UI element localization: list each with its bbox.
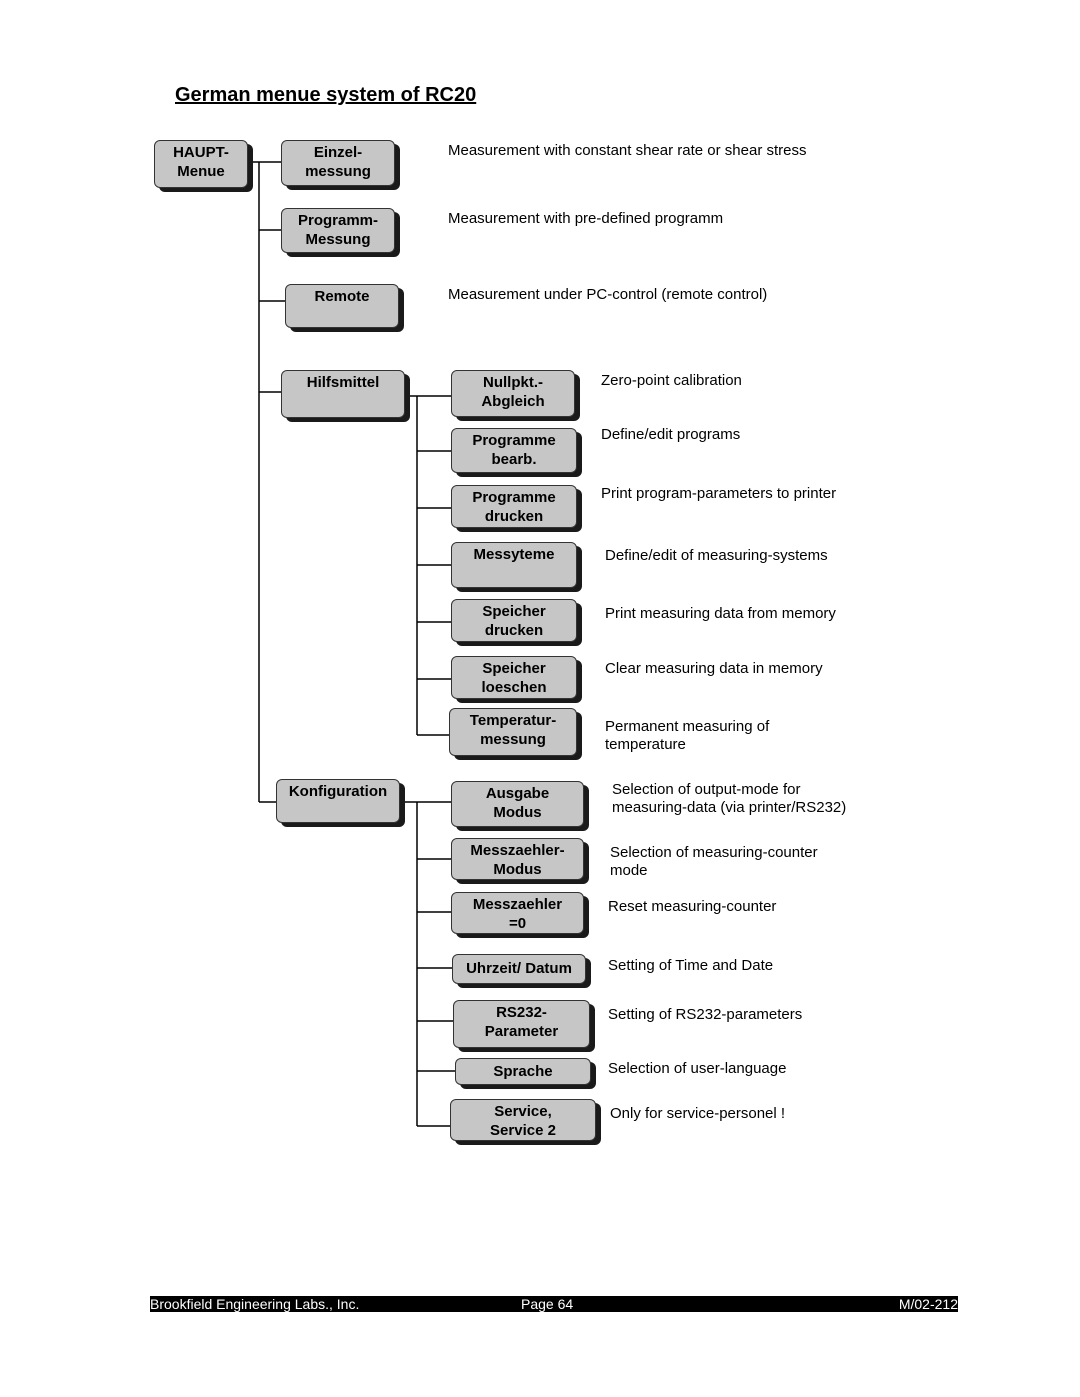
- menu-box-hilfsmittel: Hilfsmittel: [281, 370, 405, 418]
- desc-messyteme: Define/edit of measuring-systems: [605, 547, 828, 564]
- menu-box-ausgabe-modus: Ausgabe Modus: [451, 781, 584, 827]
- menu-box-haupt-menue: HAUPT- Menue: [154, 140, 248, 188]
- page-footer: [150, 1296, 958, 1312]
- desc-messzaehler-reset: Reset measuring-counter: [608, 898, 777, 915]
- menu-box-programme-drucken: Programme drucken: [451, 485, 577, 528]
- desc-programme-bearb: Define/edit programs: [601, 426, 741, 443]
- footer-company: Brookfield Engineering Labs., Inc.: [150, 1296, 360, 1312]
- desc-speicher-drucken: Print measuring data from memory: [605, 605, 836, 622]
- menu-box-programm-messung: Programm- Messung: [281, 208, 395, 253]
- menu-box-rs232-parameter: RS232- Parameter: [453, 1000, 590, 1048]
- menu-box-service: Service, Service 2: [450, 1099, 596, 1141]
- desc-speicher-loeschen: Clear measuring data in memory: [605, 660, 823, 677]
- menu-box-messzaehler-reset: Messzaehler =0: [451, 892, 584, 934]
- desc-programme-drucken: Print program-parameters to printer: [601, 485, 837, 502]
- menu-box-uhrzeit-datum: Uhrzeit/ Datum: [452, 954, 586, 984]
- desc-messzaehler-modus: Selection of measuring-counter mode: [610, 844, 818, 879]
- menu-box-remote: Remote: [285, 284, 399, 328]
- desc-ausgabe-modus: Selection of output-mode for measuring-data (via printer/RS232): [612, 781, 847, 816]
- menu-box-programme-bearb: Programme bearb.: [451, 428, 577, 473]
- menu-box-einzelmessung: Einzel- messung: [281, 140, 395, 186]
- desc-remote: Measurement under PC-control (remote control): [448, 286, 768, 303]
- menu-box-konfiguration: Konfiguration: [276, 779, 400, 823]
- desc-temperaturmessung: Permanent measuring of temperature: [605, 718, 770, 753]
- desc-rs232-parameter: Setting of RS232-parameters: [608, 1006, 803, 1023]
- desc-uhrzeit-datum: Setting of Time and Date: [608, 957, 774, 974]
- desc-nullpkt-abgleich: Zero-point calibration: [601, 372, 742, 389]
- footer-page-number: Page 64: [521, 1296, 574, 1312]
- menu-box-sprache: Sprache: [455, 1058, 591, 1085]
- page-title: German menue system of RC20: [175, 84, 477, 106]
- menu-box-temperaturmessung: Temperatur- messung: [449, 708, 577, 756]
- menu-box-messyteme: Messyteme: [451, 542, 577, 588]
- menu-box-speicher-loeschen: Speicher loeschen: [451, 656, 577, 699]
- desc-sprache: Selection of user-language: [608, 1060, 787, 1077]
- desc-service: Only for service-personel !: [610, 1105, 786, 1122]
- desc-einzelmessung: Measurement with constant shear rate or shear stress: [448, 142, 807, 159]
- desc-programm-messung: Measurement with pre-defined programm: [448, 210, 724, 227]
- menu-box-speicher-drucken: Speicher drucken: [451, 599, 577, 642]
- footer-doc-number: M/02-212: [898, 1296, 958, 1312]
- menu-box-nullpkt-abgleich: Nullpkt.- Abgleich: [451, 370, 575, 417]
- menu-box-messzaehler-modus: Messzaehler- Modus: [451, 838, 584, 880]
